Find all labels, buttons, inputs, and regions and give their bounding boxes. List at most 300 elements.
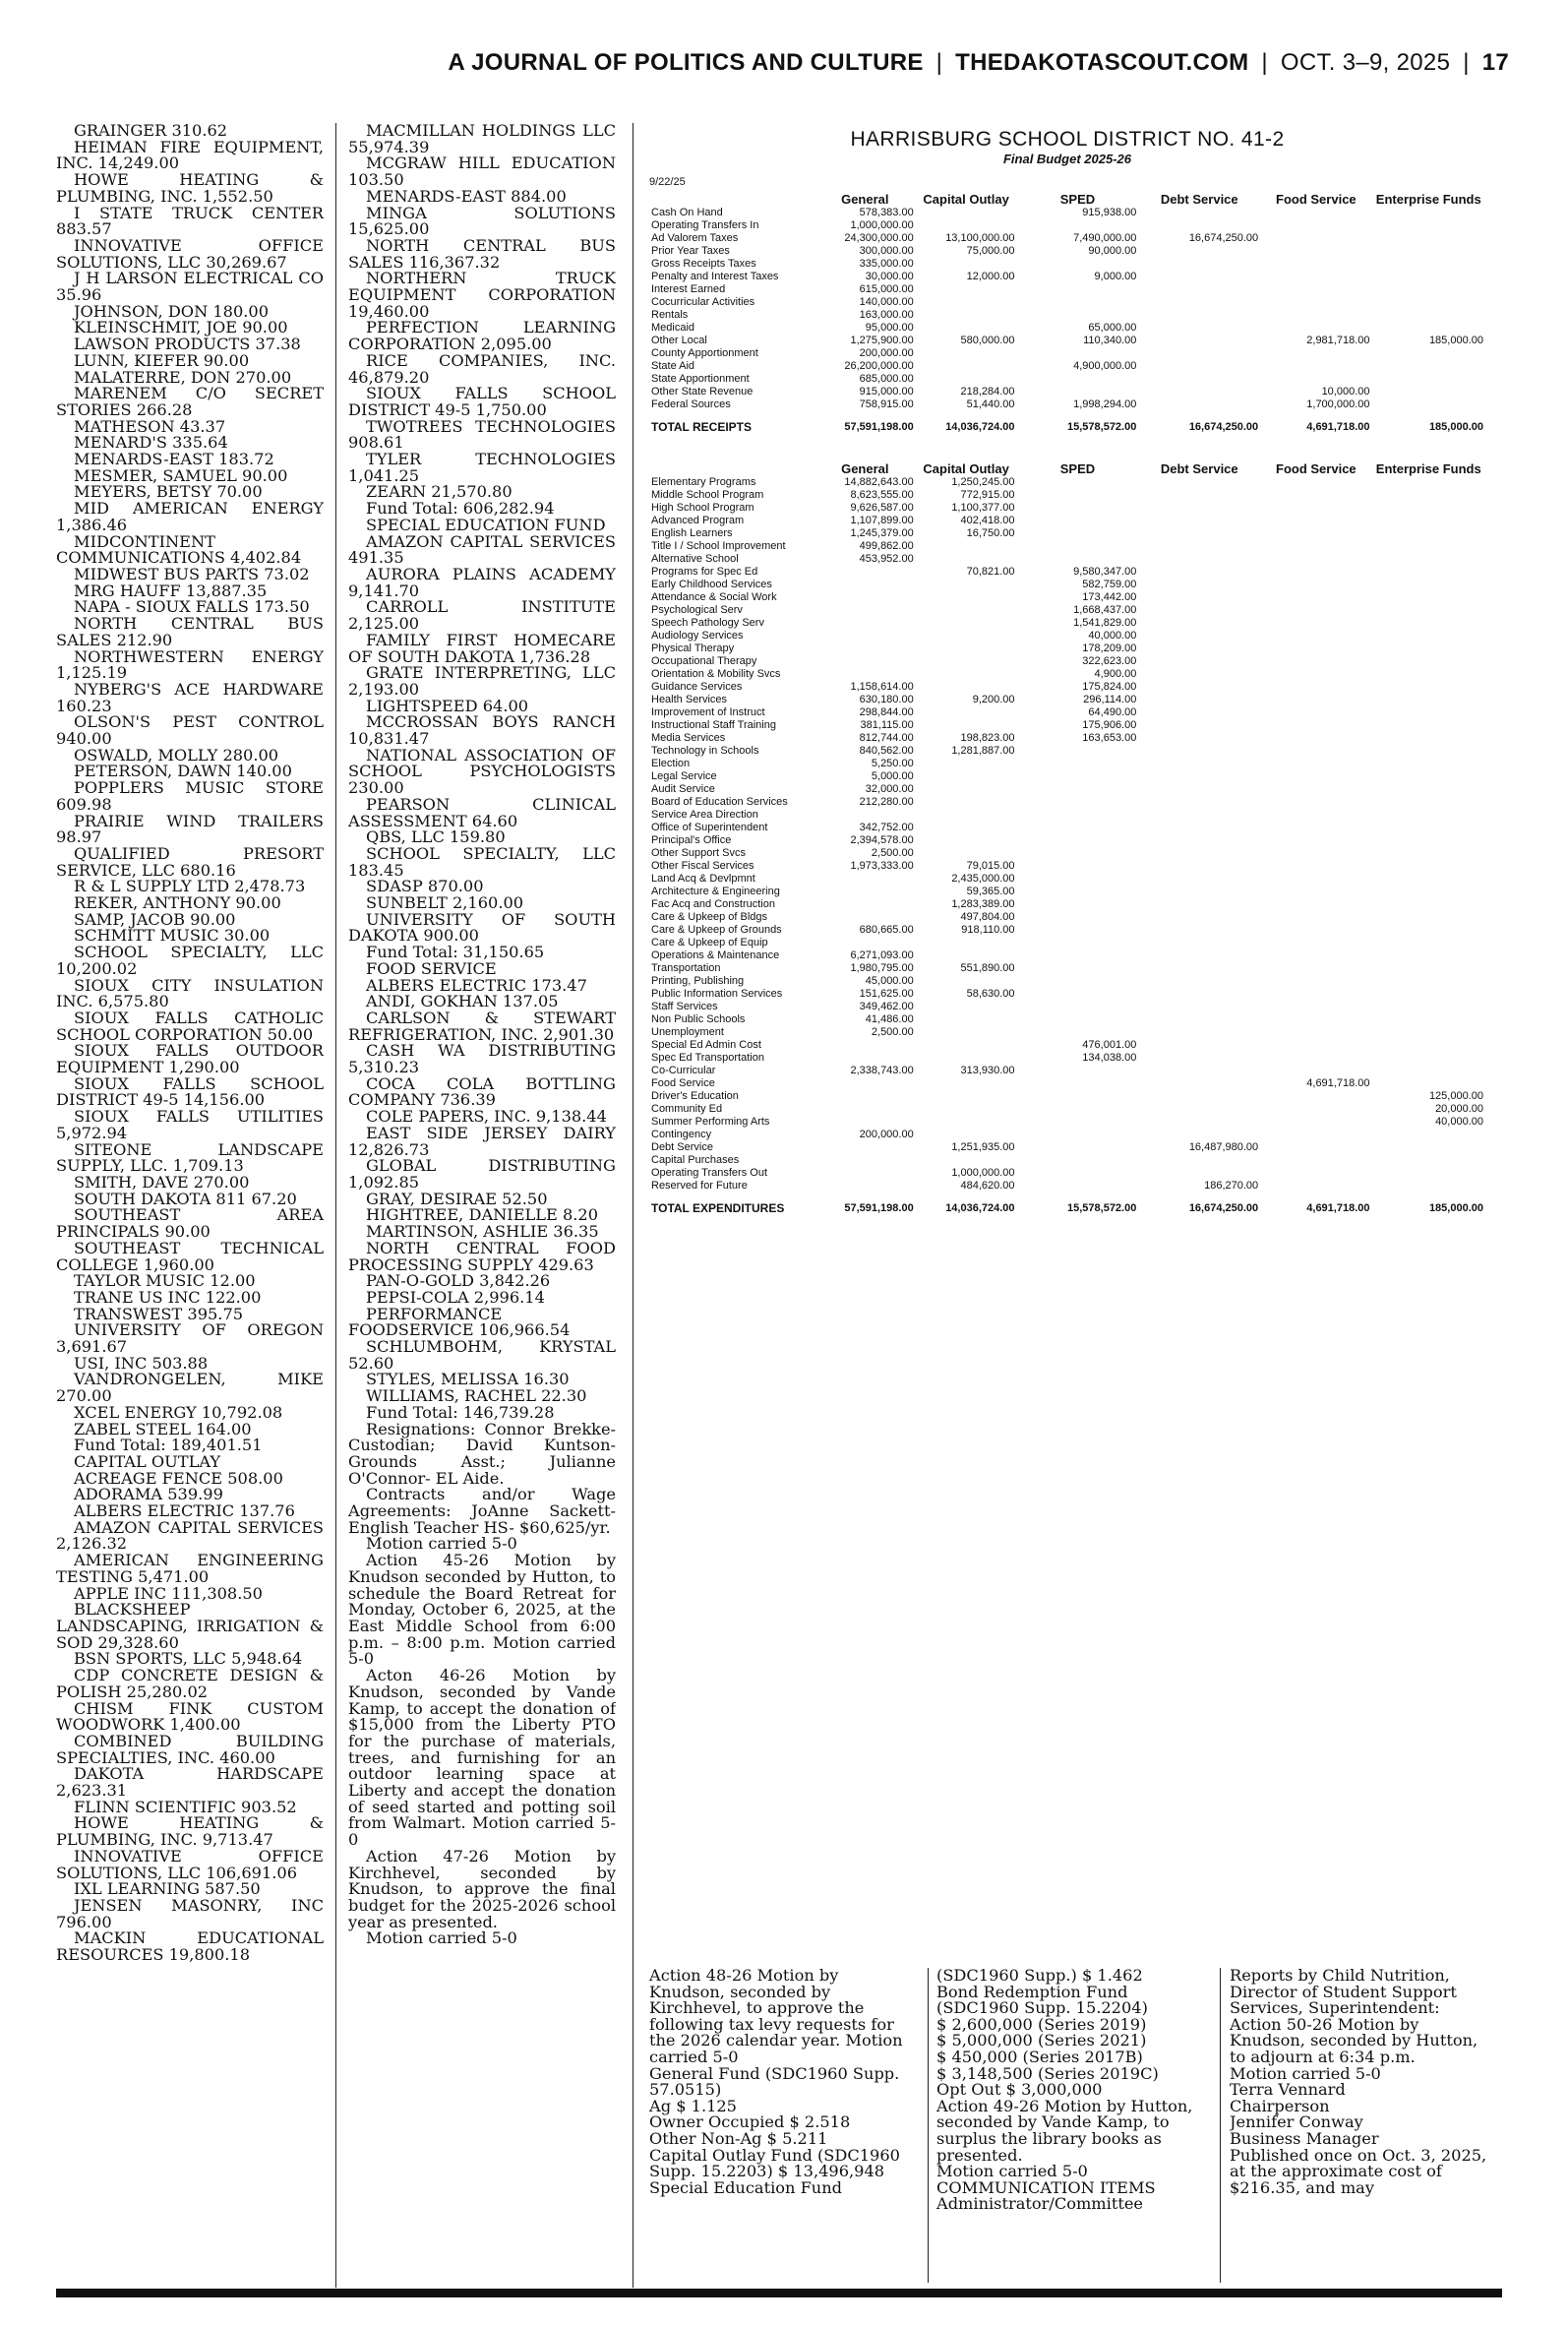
table-row [649, 732, 1485, 745]
cell-value: 30,000.00 [865, 271, 914, 282]
cell-value [1372, 322, 1486, 335]
cell-value [814, 1180, 916, 1193]
cell-value: 772,915.00 [960, 489, 1015, 501]
text-entry: XCEL ENERGY 10,792.08 [74, 1402, 283, 1422]
cell-value: 125,000.00 [1428, 1090, 1483, 1102]
cell-value [814, 809, 916, 822]
cell-value [1372, 873, 1486, 886]
cell-value [1138, 1116, 1260, 1129]
cell-value [814, 1167, 916, 1180]
cell-value [916, 822, 1017, 834]
cell-value [1372, 1026, 1486, 1039]
table-row [649, 591, 1485, 604]
row-label: Other Fiscal Services [651, 860, 754, 872]
text-entry: Owner Occupied $ 2.518 [649, 2112, 851, 2132]
text-entry: UNIVERSITY OF OREGON 3,691.67 [56, 1320, 324, 1357]
cell-value [916, 655, 1017, 668]
cell-value [1138, 604, 1260, 617]
cell-value [916, 1052, 1017, 1065]
cell-value [1017, 834, 1139, 847]
cell-value [1138, 694, 1260, 706]
cell-value [916, 553, 1017, 566]
column-header: Food Service [1276, 461, 1357, 476]
text-entry: SCHOOL SPECIALTY, LLC 10,200.02 [56, 943, 324, 978]
text-entry: GLOBAL DISTRIBUTING 1,092.85 [348, 1156, 616, 1192]
cell-value [1138, 1065, 1260, 1077]
cell-value [1017, 937, 1139, 949]
text-entry: REKER, ANTHONY 90.00 [74, 893, 281, 913]
cell-value [1138, 489, 1260, 502]
text-entry: TWOTREES TECHNOLOGIES 908.61 [348, 416, 616, 453]
table-row [649, 579, 1485, 591]
cell-value [1017, 1077, 1139, 1090]
cell-value: 1,100,377.00 [951, 502, 1015, 514]
cell-value [1138, 975, 1260, 988]
row-label: Gross Receipts Taxes [651, 258, 756, 270]
cell-value [916, 1026, 1017, 1039]
cell-value [1260, 681, 1371, 694]
text-entry: SIOUX FALLS CATHOLIC SCHOOL CORPORATION 50.00 [56, 1008, 324, 1044]
cell-value [1138, 335, 1260, 347]
cell-value [1138, 822, 1260, 834]
cell-value: 175,906.00 [1082, 719, 1137, 731]
cell-value [1372, 962, 1486, 975]
cell-value: 16,487,980.00 [1188, 1141, 1259, 1153]
text-entry: NORTHWESTERN ENERGY 1,125.19 [56, 646, 324, 683]
cell-value [1372, 758, 1486, 770]
footer-rule [56, 2289, 1502, 2297]
cell-value [1372, 770, 1486, 783]
text-entry: Other Non-Ag $ 5.211 [649, 2128, 828, 2148]
cell-value [916, 668, 1017, 681]
cell-value [1138, 719, 1260, 732]
table-row [649, 873, 1485, 886]
text-entry: MARTINSON, ASHLIE 36.35 [366, 1222, 599, 1242]
cell-value: 163,653.00 [1082, 732, 1137, 744]
cell-value [1260, 258, 1371, 271]
text-entry: NORTH CENTRAL BUS SALES 116,367.32 [348, 235, 616, 272]
cell-value [814, 911, 916, 924]
cell-value: 20,000.00 [1435, 1103, 1483, 1115]
cell-value [1372, 937, 1486, 949]
cell-value: 10,000.00 [1321, 386, 1370, 398]
text-entry: Motion carried 5-0 [936, 2162, 1088, 2181]
row-label: Advanced Program [651, 515, 745, 526]
cell-value [916, 1077, 1017, 1090]
row-label: Other State Revenue [651, 386, 754, 398]
cell-value [916, 783, 1017, 796]
cell-value: 175,824.00 [1082, 681, 1137, 693]
cell-value: 5,000.00 [871, 770, 914, 782]
cell-value [1017, 873, 1139, 886]
cell-value [1138, 1090, 1260, 1103]
text-entry: ANDI, GOKHAN 137.05 [366, 992, 559, 1011]
cell-value [1260, 540, 1371, 553]
text-entry: FAMILY FIRST HOMECARE OF SOUTH DAKOTA 1,736.28 [348, 630, 616, 666]
cell-value: 1,283,389.00 [951, 898, 1015, 910]
cell-value [916, 1154, 1017, 1167]
cell-value: 630,180.00 [859, 694, 914, 705]
cell-value [1017, 373, 1139, 386]
cell-value [1260, 245, 1371, 258]
cell-value [916, 796, 1017, 809]
cell-value [1138, 515, 1260, 527]
expenditures-table [649, 461, 1485, 1215]
cell-value [916, 1001, 1017, 1013]
text-entry: OSWALD, MOLLY 280.00 [74, 745, 279, 765]
cell-value [1017, 847, 1139, 860]
text-entry: JOHNSON, DON 180.00 [74, 301, 270, 321]
cell-value [1260, 309, 1371, 322]
text-entry: SMITH, DAVE 270.00 [74, 1173, 250, 1192]
cell-value [1138, 1026, 1260, 1039]
text-entry: SOUTHEAST AREA PRINCIPALS 90.00 [56, 1205, 324, 1242]
table-row [649, 860, 1485, 873]
cell-value: 4,691,718.00 [1306, 1077, 1370, 1089]
cell-value [1260, 283, 1371, 296]
row-label: Care & Upkeep of Bldgs [651, 911, 768, 923]
column-header: Capital Outlay [923, 192, 1009, 207]
text-entry: AMAZON CAPITAL SERVICES 491.35 [348, 531, 616, 568]
cell-value: 64,490.00 [1088, 706, 1137, 718]
row-label: Penalty and Interest Taxes [651, 271, 779, 282]
column-header: General [841, 461, 889, 476]
text-entry: SITEONE LANDSCAPE SUPPLY, LLC. 1,709.13 [56, 1139, 324, 1176]
table-row [649, 1167, 1485, 1180]
row-label: Non Public Schools [651, 1013, 746, 1025]
text-entry: MATHESON 43.37 [74, 416, 226, 436]
cell-value [1260, 489, 1371, 502]
cell-value [1017, 527, 1139, 540]
table-row [649, 822, 1485, 834]
cell-value [1260, 1167, 1371, 1180]
cell-value: 685,000.00 [859, 373, 914, 385]
cell-value [1260, 898, 1371, 911]
cell-value [1260, 847, 1371, 860]
row-label: Physical Therapy [651, 642, 735, 654]
row-label: Operating Transfers In [651, 219, 759, 231]
text-entry: HIGHTREE, DANIELLE 8.20 [366, 1205, 599, 1225]
cell-value [1017, 924, 1139, 937]
cell-value [1260, 796, 1371, 809]
text-entry: GRAY, DESIRAE 52.50 [366, 1189, 548, 1208]
column-header: Capital Outlay [923, 461, 1009, 476]
column-header: Enterprise Funds [1375, 461, 1481, 476]
column-header: General [841, 192, 889, 207]
cell-value [1372, 949, 1486, 962]
text-entry: HOWE HEATING & PLUMBING, INC. 1,552.50 [56, 170, 324, 206]
cell-value [1138, 398, 1260, 411]
cell-value: 1,251,935.00 [951, 1141, 1015, 1153]
cell-value [1017, 283, 1139, 296]
cell-value [1260, 1039, 1371, 1052]
header-separator: | [1463, 49, 1470, 76]
cell-value [1260, 770, 1371, 783]
cell-value [916, 309, 1017, 322]
text-entry: MARENEM C/O SECRET STORIES 266.28 [56, 384, 324, 419]
cell-value [1017, 347, 1139, 360]
text-entry: General Fund (SDC1960 Supp. 57.0515) [649, 2063, 900, 2100]
table-row [649, 694, 1485, 706]
table-row [649, 489, 1485, 502]
table-row [649, 1090, 1485, 1103]
cell-value [1138, 258, 1260, 271]
cell-value [814, 1039, 916, 1052]
cell-value [1017, 758, 1139, 770]
table-row [649, 642, 1485, 655]
table-row [649, 1141, 1485, 1154]
cell-value [814, 886, 916, 898]
cell-value: 75,000.00 [966, 245, 1015, 257]
text-entry: MENARDS-EAST 183.72 [74, 450, 274, 469]
cell-value [1260, 809, 1371, 822]
total-value: 15,578,572.00 [1067, 1202, 1137, 1214]
cell-value [1260, 924, 1371, 937]
total-label: TOTAL EXPENDITURES [651, 1201, 785, 1215]
text-entry: MRG HAUFF 13,887.35 [74, 581, 268, 600]
cell-value [1372, 386, 1486, 398]
row-label: Occupational Therapy [651, 655, 757, 667]
cell-value: 178,209.00 [1082, 642, 1137, 654]
text-entry: NYBERG'S ACE HARDWARE 160.23 [56, 679, 324, 715]
text-entry: GRATE INTERPRETING, LLC 2,193.00 [348, 663, 616, 699]
text-entry: GRAINGER 310.62 [74, 123, 228, 140]
cell-value [814, 1090, 916, 1103]
table-row [649, 617, 1485, 630]
text-entry: ZABEL STEEL 164.00 [74, 1419, 252, 1438]
cell-value [1017, 258, 1139, 271]
row-label: Debt Service [651, 1141, 713, 1153]
cell-value: 812,744.00 [859, 732, 914, 744]
text-entry: QBS, LLC 159.80 [366, 827, 506, 847]
cell-value: 140,000.00 [859, 296, 914, 308]
cell-value [1017, 515, 1139, 527]
cell-value [916, 591, 1017, 604]
table-row [649, 1026, 1485, 1039]
cell-value [1017, 489, 1139, 502]
text-entry: Business Manager [1230, 2128, 1379, 2148]
row-label: Care & Upkeep of Grounds [651, 924, 782, 936]
cell-value: 7,490,000.00 [1073, 232, 1137, 244]
cell-value: 300,000.00 [859, 245, 914, 257]
table-row [649, 1077, 1485, 1090]
cell-value: 151,625.00 [859, 988, 914, 1000]
cell-value [916, 642, 1017, 655]
row-label: Summer Performing Arts [651, 1116, 770, 1128]
table-row [649, 668, 1485, 681]
cell-value: 313,930.00 [960, 1065, 1015, 1076]
cell-value [1138, 360, 1260, 373]
row-label: County Apportionment [651, 347, 758, 359]
cell-value [1372, 783, 1486, 796]
cell-value [1017, 1154, 1139, 1167]
text-entry: NORTH CENTRAL FOOD PROCESSING SUPPLY 429.63 [348, 1238, 616, 1274]
cell-value [1138, 886, 1260, 898]
text-entry: UNIVERSITY OF SOUTH DAKOTA 900.00 [348, 909, 616, 946]
cell-value: 1,998,294.00 [1073, 398, 1137, 410]
total-value: 15,578,572.00 [1067, 421, 1137, 433]
cell-value [1260, 745, 1371, 758]
cell-value [1260, 591, 1371, 604]
table-row [649, 347, 1485, 360]
cell-value [1017, 1013, 1139, 1026]
receipts-table [649, 192, 1485, 434]
row-label: State Apportionment [651, 373, 750, 385]
cell-value: 9,000.00 [1094, 271, 1137, 282]
bottom-column-2 [936, 1968, 1204, 2279]
cell-value: 110,340.00 [1083, 335, 1137, 346]
cell-value [916, 758, 1017, 770]
cell-value: 2,981,718.00 [1306, 335, 1370, 346]
cell-value: 70,821.00 [966, 566, 1015, 578]
cell-value [1017, 949, 1139, 962]
text-entry: OLSON'S PEST CONTROL 940.00 [56, 712, 324, 749]
cell-value [1138, 502, 1260, 515]
row-label: Audit Service [651, 783, 715, 795]
row-label: Media Services [651, 732, 726, 744]
cell-value [1138, 1154, 1260, 1167]
cell-value: 51,440.00 [966, 398, 1015, 410]
cell-value [1017, 911, 1139, 924]
cell-value [1372, 1180, 1486, 1193]
cell-value: 298,844.00 [859, 706, 914, 718]
cell-value [1017, 540, 1139, 553]
cell-value [1017, 1026, 1139, 1039]
cell-value [1372, 207, 1486, 219]
row-label: Audiology Services [651, 630, 744, 642]
text-entry: PAN-O-GOLD 3,842.26 [366, 1271, 551, 1291]
row-label: Legal Service [651, 770, 717, 782]
table-row [649, 232, 1485, 245]
cell-value [1138, 219, 1260, 232]
total-value: 14,036,724.00 [945, 421, 1015, 433]
cell-value [1138, 271, 1260, 283]
cell-value [1138, 873, 1260, 886]
table-row [649, 1180, 1485, 1193]
cell-value [1260, 886, 1371, 898]
cell-value [1138, 988, 1260, 1001]
row-label: Programs for Spec Ed [651, 566, 758, 578]
text-entry: SIOUX FALLS UTILITIES 5,972.94 [56, 1107, 324, 1142]
cell-value [1138, 681, 1260, 694]
cell-value [1017, 886, 1139, 898]
text-entry: CHISM FINK CUSTOM WOODWORK 1,400.00 [56, 1698, 324, 1735]
text-entry: Motion carried 5-0 [366, 1534, 517, 1554]
cell-value [916, 604, 1017, 617]
cell-value [1138, 296, 1260, 309]
table-row [649, 283, 1485, 296]
cell-value [1017, 975, 1139, 988]
cell-value [1138, 962, 1260, 975]
cell-value [1138, 283, 1260, 296]
cell-value [1260, 1129, 1371, 1141]
cell-value [1372, 579, 1486, 591]
cell-value [1260, 822, 1371, 834]
text-entry: SIOUX FALLS SCHOOL DISTRICT 49-5 1,750.00 [348, 384, 616, 419]
cell-value [1138, 1052, 1260, 1065]
row-label: Prior Year Taxes [651, 245, 730, 257]
cell-value [916, 681, 1017, 694]
cell-value [1138, 770, 1260, 783]
cell-value: 918,110.00 [961, 924, 1015, 936]
header-separator: | [935, 49, 943, 76]
cell-value [1138, 911, 1260, 924]
table-header-row [649, 461, 1485, 476]
cell-value [1372, 245, 1486, 258]
cell-value [814, 591, 916, 604]
cell-value [1260, 873, 1371, 886]
text-entry: AMERICAN ENGINEERING TESTING 5,471.00 [56, 1551, 324, 1586]
cell-value [1017, 1001, 1139, 1013]
issue-date: OCT. 3–9, 2025 [1280, 49, 1451, 76]
text-entry: MID AMERICAN ENERGY 1,386.46 [56, 499, 324, 534]
cell-value [916, 540, 1017, 553]
cell-value [1017, 1180, 1139, 1193]
text-entry: MIDWEST BUS PARTS 73.02 [74, 564, 310, 583]
cell-value [1017, 296, 1139, 309]
text-entry: PETERSON, DAWN 140.00 [74, 762, 292, 781]
row-label: Medicaid [651, 322, 695, 334]
cell-value: 1,275,900.00 [850, 335, 914, 346]
cell-value [1138, 540, 1260, 553]
text-entry: Acton 46-26 Motion by Knudson, seconded by Vande Kamp, to accept the donation of $15,000 from the Liberty PTO for the purchase of materials, trees, and furnishing for an outdoor learning space at Liberty and accept the donation of seed started and potting soil from Walmart. Motion carried 5-0 [348, 1666, 616, 1850]
row-label: Attendance & Social Work [651, 591, 777, 603]
cell-value [916, 283, 1017, 296]
cell-value [1260, 630, 1371, 642]
cell-value [1138, 924, 1260, 937]
table-row [649, 809, 1485, 822]
header-separator: | [1261, 49, 1268, 76]
cell-value [1138, 1077, 1260, 1090]
cell-value [1372, 642, 1486, 655]
cell-value [1138, 476, 1260, 489]
cell-value: 40,000.00 [1088, 630, 1137, 642]
cell-value [1372, 604, 1486, 617]
cell-value [1260, 937, 1371, 949]
cell-value [1017, 1103, 1139, 1116]
cell-value [1138, 579, 1260, 591]
text-entry: PEPSI-COLA 2,996.14 [366, 1287, 545, 1307]
row-label: Rentals [651, 309, 689, 321]
cell-value [1260, 949, 1371, 962]
total-value: 57,591,198.00 [844, 421, 914, 433]
cell-value [1017, 898, 1139, 911]
text-entry: KLEINSCHMIT, JOE 90.00 [74, 318, 288, 337]
cell-value: 173,442.00 [1082, 591, 1137, 603]
table-row [649, 655, 1485, 668]
cell-value: 41,486.00 [865, 1013, 914, 1025]
cell-value [1138, 322, 1260, 335]
cell-value: 2,435,000.00 [951, 873, 1015, 885]
text-entry: COLE PAPERS, INC. 9,138.44 [366, 1107, 607, 1127]
cell-value: 212,280.00 [859, 796, 914, 808]
cell-value [1260, 502, 1371, 515]
cell-value [1260, 732, 1371, 745]
cell-value: 580,000.00 [960, 335, 1015, 346]
table-row [649, 770, 1485, 783]
text-entry: $ 2,600,000 (Series 2019) [936, 2014, 1147, 2034]
row-label: Interest Earned [651, 283, 726, 295]
cell-value [1017, 386, 1139, 398]
cell-value [1372, 617, 1486, 630]
text-entry: SIOUX FALLS OUTDOOR EQUIPMENT 1,290.00 [56, 1041, 324, 1077]
table-row [649, 309, 1485, 322]
cell-value [1138, 949, 1260, 962]
text-entry: USI, INC 503.88 [74, 1353, 209, 1373]
cell-value [814, 898, 916, 911]
text-entry: CDP CONCRETE DESIGN & POLISH 25,280.02 [56, 1666, 324, 1701]
cell-value [1372, 1001, 1486, 1013]
